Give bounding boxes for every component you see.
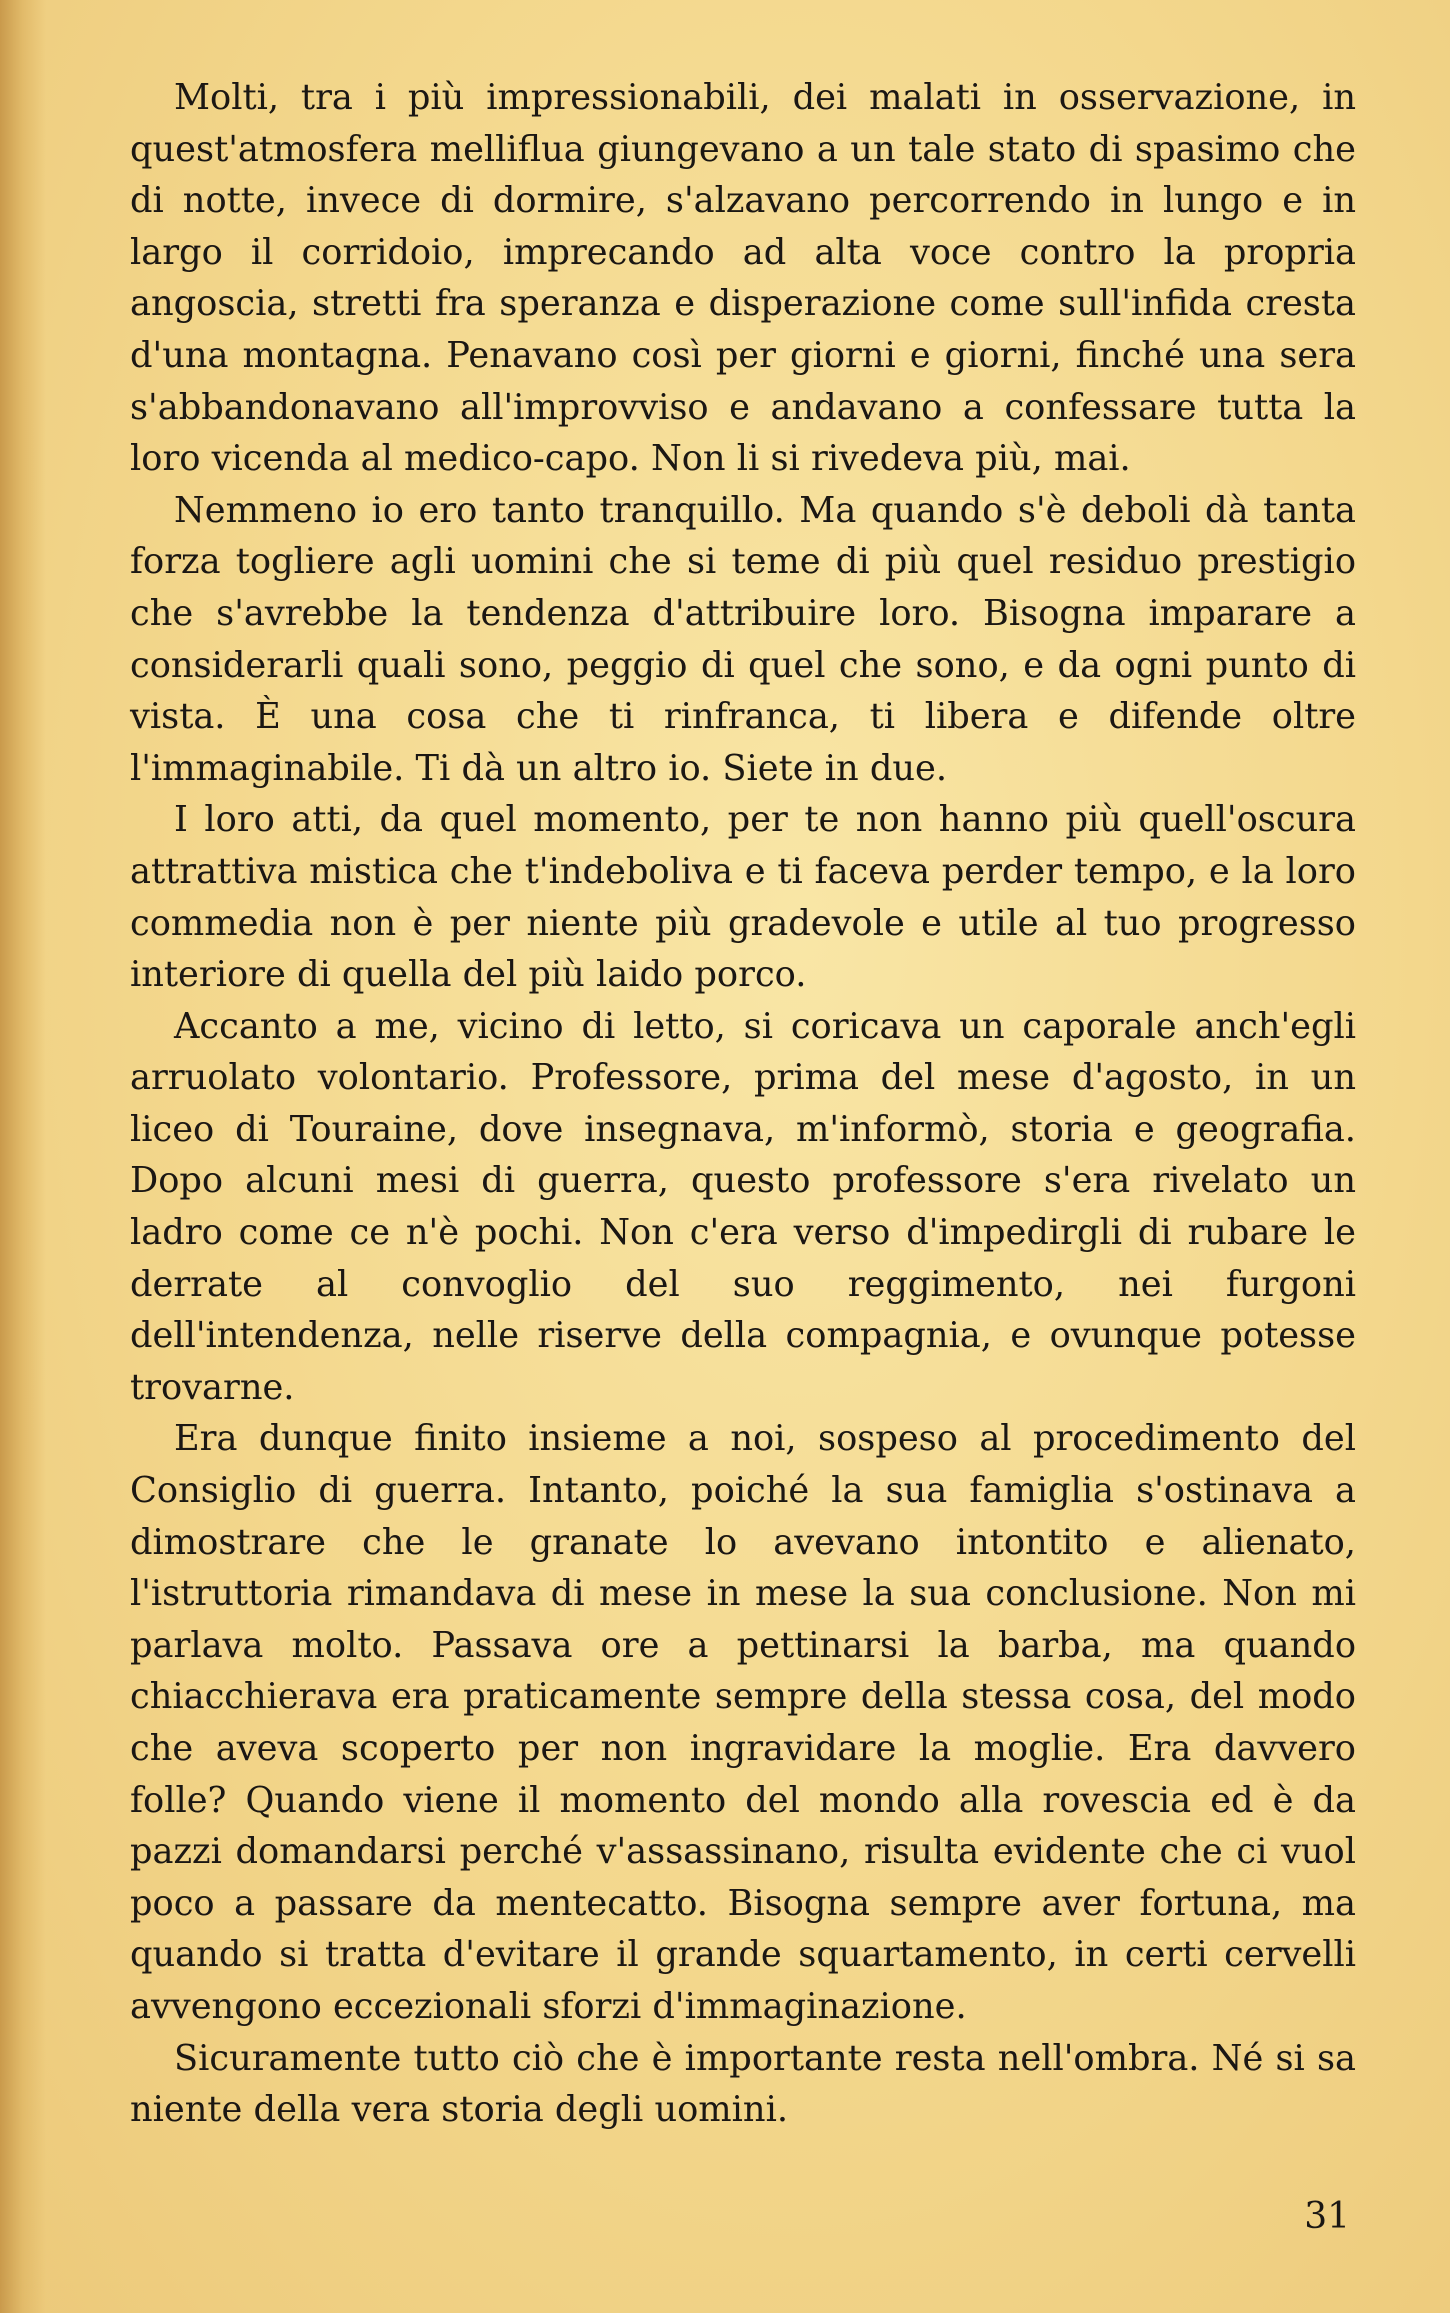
paragraph: Sicuramente tutto ciò che è importante resta nell'ombra. Né si sa niente della vera storia degli uomini. <box>130 2037 1356 2131</box>
body-text <box>130 72 1356 2136</box>
paragraph: Era dunque finito insieme a noi, sospeso al procedimento del Consiglio di guerra. Intanto, poiché la sua famiglia s'ostinava a dimostrare che le granate lo avevano intontito e alienato, l'istruttoria rimandava di mese in mese la sua conclusione. Non mi parlava molto. Passava ore a pettinarsi la barba, ma quando chiacchierava era praticamente sempre della stessa cosa, del modo che aveva scoperto per non ingravidare la moglie. Era davvero folle? Quando viene il momento del mondo alla rovescia ed è da pazzi domandarsi perché v'assassinano, risulta evidente che ci vuol poco a passare da mentecatto. Bisogna sempre aver fortuna, ma quando si tratta d'evitare il grande squartamento, in certi cervelli avvengono eccezionali sforzi d'immaginazione. <box>130 1418 1356 2027</box>
paragraph: I loro atti, da quel momento, per te non hanno più quell'oscura attrattiva mistica che t'indeboliva e ti faceva perder tempo, e la loro commedia non è per niente più gradevole e utile al tuo progresso interiore di quella del più laido porco. <box>130 799 1356 996</box>
paragraph: Molti, tra i più impressionabili, dei malati in osservazione, in quest'atmosfera melliflua giungevano a un tale stato di spasimo che di notte, invece di dormire, s'alzavano percorrendo in lungo e in largo il corridoio, imprecando ad alta voce contro la propria angoscia, stretti fra speranza e disperazione come sull'infida cresta d'una montagna. Penavano così per giorni e giorni, finché una sera s'abbandonavano all'improvviso e andavano a confessare tutta la loro vicenda al medico-capo. Non li si rivedeva più, mai. <box>130 77 1356 480</box>
paragraph: Accanto a me, vicino di letto, si coricava un caporale anch'egli arruolato volontario. Professore, prima del mese d'agosto, in un liceo di Touraine, dove insegnava, m'informò, storia e geografia. Dopo alcuni mesi di guerra, questo professore s'era rivelato un ladro come ce n'è pochi. Non c'era verso d'impedirgli di rubare le derrate al convoglio del suo reggimento, nei furgoni dell'intendenza, nelle riserve della compagnia, e ovunque potesse trovarne. <box>130 1005 1356 1408</box>
page-number: 31 <box>1304 2196 1350 2237</box>
paragraph: Nemmeno io ero tanto tranquillo. Ma quando s'è deboli dà tanta forza togliere agli uomini che si teme di più quel residuo prestigio che s'avrebbe la tendenza d'attribuire loro. Bisogna imparare a considerarli quali sono, peggio di quel che sono, e da ogni punto di vista. È una cosa che ti rinfranca, ti libera e difende oltre l'immaginabile. Ti dà un altro io. Siete in due. <box>130 489 1356 789</box>
